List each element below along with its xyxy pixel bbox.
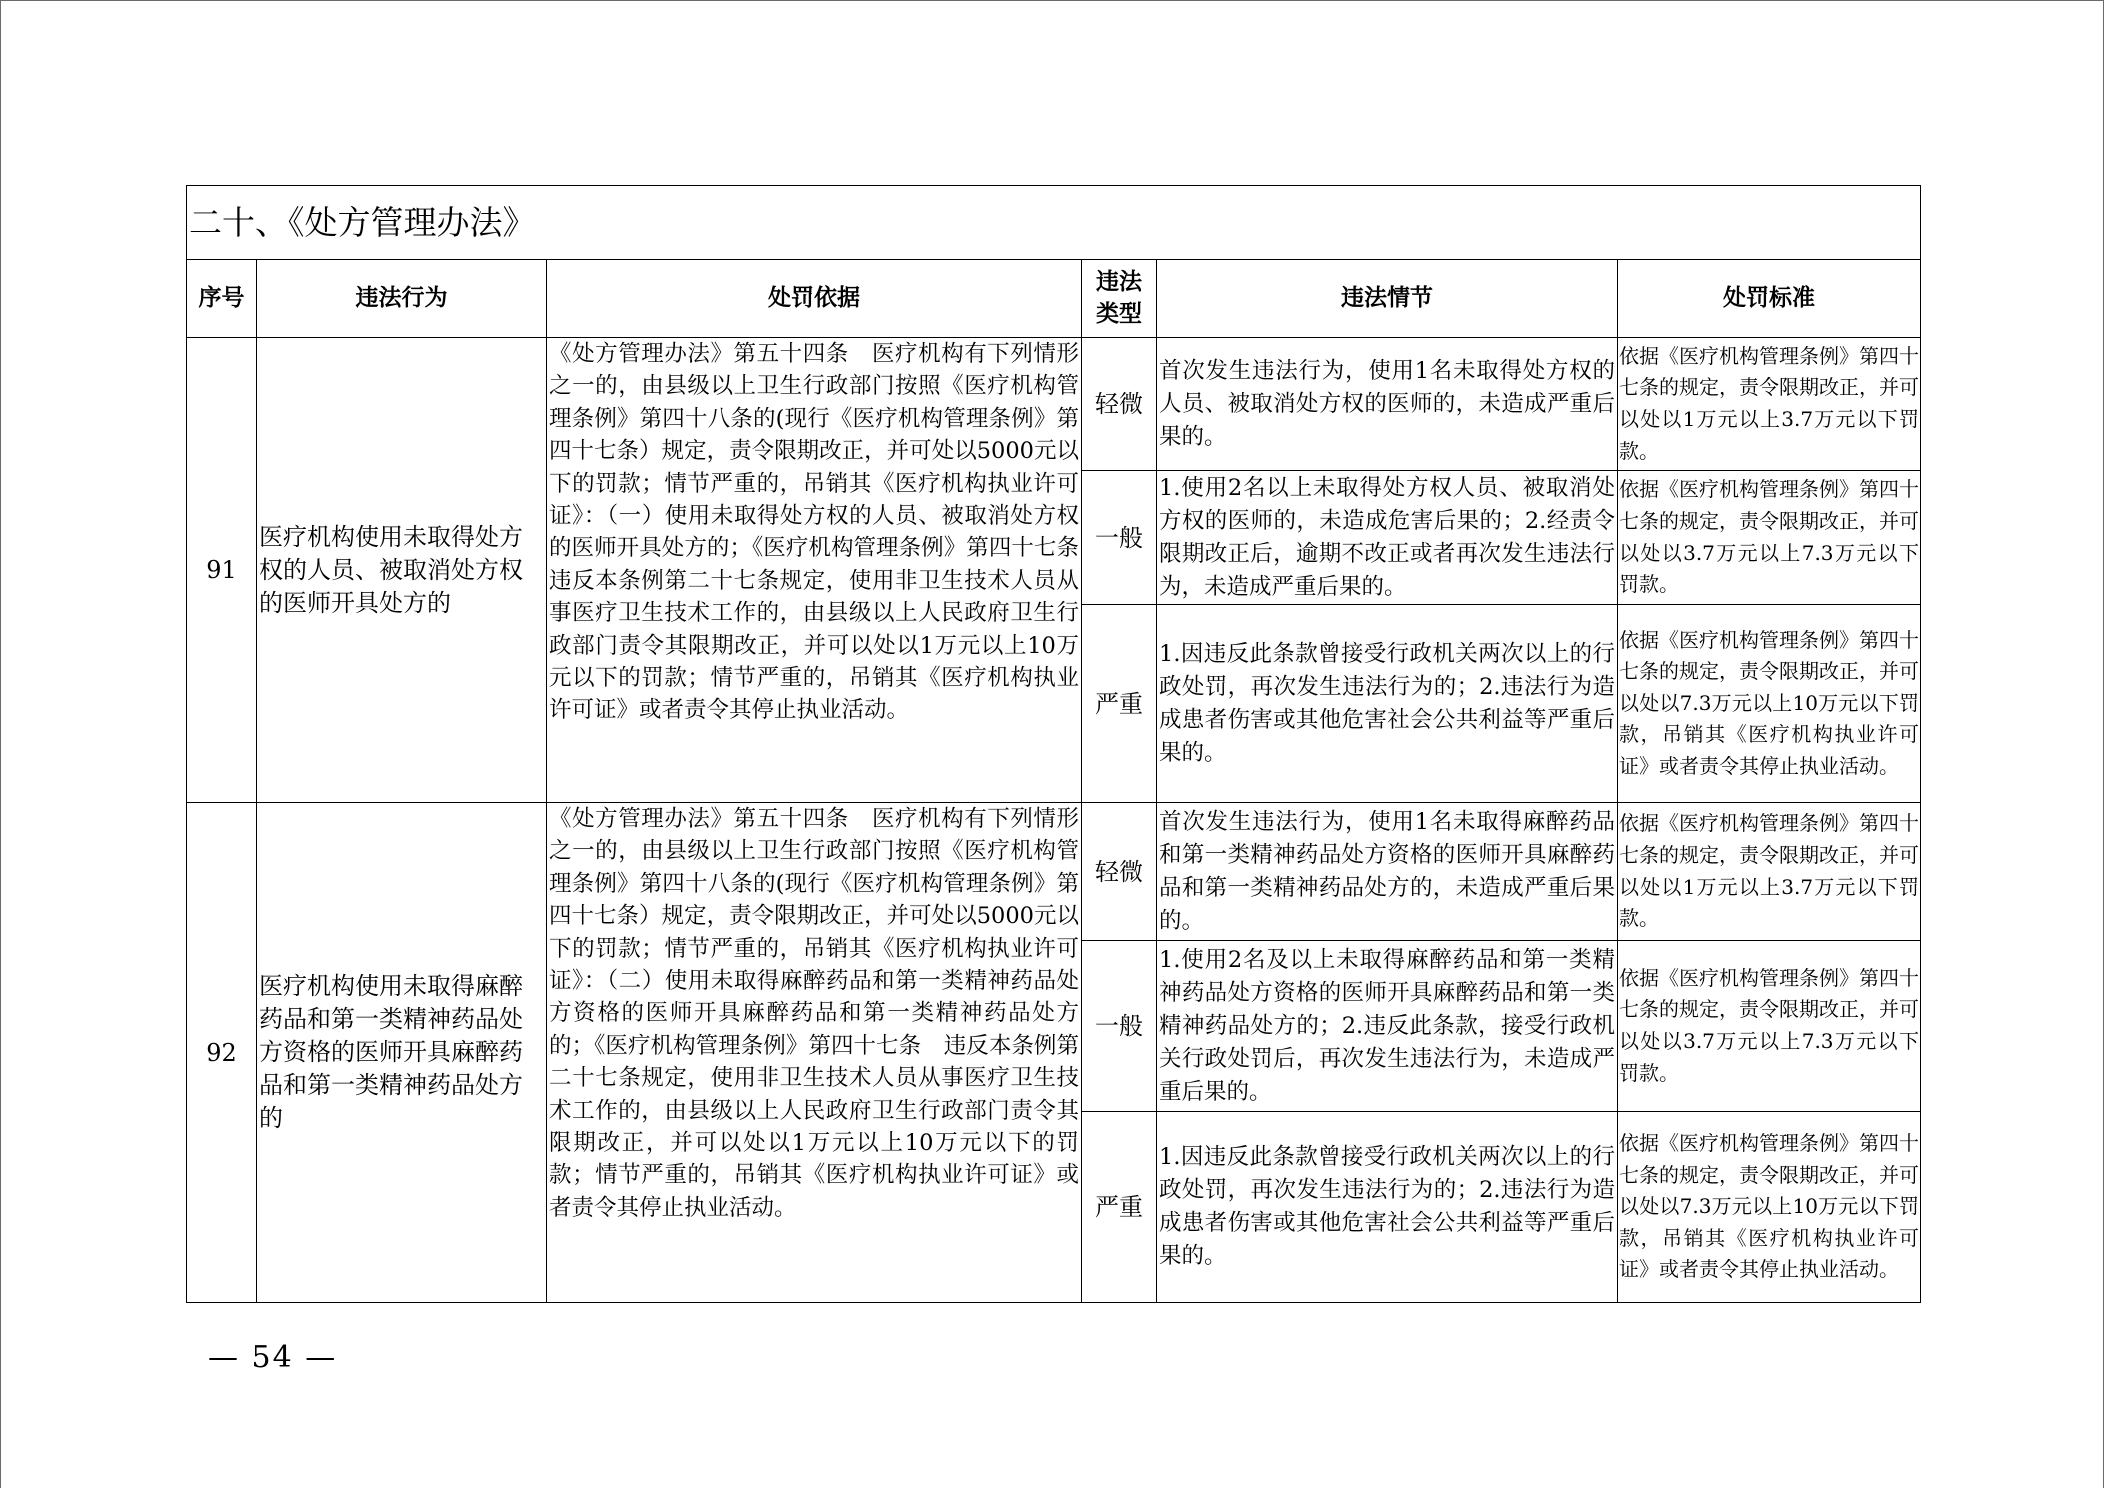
penalty-basis: 《处方管理办法》第五十四条 医疗机构有下列情形之一的，由县级以上卫生行政部门按照《医疗机构管理条例》第四十八条的(现行《医疗机构管理条例》第四十七条）规定，责令限期改正，并可处以5000元以下的罚款；情节严重的，吊销其《医疗机构执业许可证》：（一）使用未取得处方权的人员、被取消处方权的医师开具处方的；《医疗机构管理条例》第四十七条 违反本条例第二十七条规定，使用非卫生技术人员从事医疗卫生技术工作的，由县级以上人民政府卫生行政部门责令其限期改正，并可以处以1万元以上10万元以下的罚款；情节严重的，吊销其《医疗机构执业许可证》或者责令其停止执业活动。	[547, 338, 1082, 803]
violation-circumstance: 首次发生违法行为，使用1名未取得麻醉药品和第一类精神药品处方资格的医师开具麻醉药品和第一类精神药品处方的，未造成严重后果的。	[1157, 803, 1618, 941]
violation-type: 严重	[1082, 605, 1157, 803]
penalty-standard: 依据《医疗机构管理条例》第四十七条的规定，责令限期改正，并可以处以1万元以上3.7万元以下罚款。	[1618, 338, 1921, 471]
violation-circumstance: 1.因违反此条款曾接受行政机关两次以上的行政处罚，再次发生违法行为的；2.违法行为造成患者伤害或其他危害社会公共利益等严重后果的。	[1157, 605, 1618, 803]
section-title: 二十、《处方管理办法》	[187, 186, 1921, 260]
row-number: 91	[187, 338, 257, 803]
violation-act: 医疗机构使用未取得处方权的人员、被取消处方权的医师开具处方的	[257, 338, 547, 803]
penalty-standard: 依据《医疗机构管理条例》第四十七条的规定，责令限期改正，并可以处以3.7万元以上7.3万元以下罚款。	[1618, 941, 1921, 1112]
penalty-standard: 依据《医疗机构管理条例》第四十七条的规定，责令限期改正，并可以处以7.3万元以上10万元以下罚款，吊销其《医疗机构执业许可证》或者责令其停止执业活动。	[1618, 1112, 1921, 1303]
table-row	[187, 338, 1921, 471]
violation-circumstance: 1.因违反此条款曾接受行政机关两次以上的行政处罚，再次发生违法行为的；2.违法行为造成患者伤害或其他危害社会公共利益等严重后果的。	[1157, 1112, 1618, 1303]
violation-circumstance: 首次发生违法行为，使用1名未取得处方权的人员、被取消处方权的医师的，未造成严重后果的。	[1157, 338, 1618, 471]
page-number: — 54 —	[208, 1340, 338, 1375]
header-circumstance: 违法情节	[1157, 260, 1618, 338]
penalty-standard: 依据《医疗机构管理条例》第四十七条的规定，责令限期改正，并可以处以3.7万元以上7.3万元以下罚款。	[1618, 471, 1921, 605]
header-basis: 处罚依据	[547, 260, 1082, 338]
violation-type: 一般	[1082, 941, 1157, 1112]
table-row	[187, 803, 1921, 941]
row-number: 92	[187, 803, 257, 1303]
header-no: 序号	[187, 260, 257, 338]
header-act: 违法行为	[257, 260, 547, 338]
header-standard: 处罚标准	[1618, 260, 1921, 338]
header-type: 违法类型	[1082, 260, 1157, 338]
violation-circumstance: 1.使用2名及以上未取得麻醉药品和第一类精神药品处方资格的医师开具麻醉药品和第一类精神药品处方的；2.违反此条款，接受行政机关行政处罚后，再次发生违法行为，未造成严重后果的。	[1157, 941, 1618, 1112]
penalty-table	[186, 185, 1921, 1303]
penalty-standard: 依据《医疗机构管理条例》第四十七条的规定，责令限期改正，并可以处以7.3万元以上10万元以下罚款，吊销其《医疗机构执业许可证》或者责令其停止执业活动。	[1618, 605, 1921, 803]
violation-circumstance: 1.使用2名以上未取得处方权人员、被取消处方权的医师的，未造成危害后果的；2.经责令限期改正后，逾期不改正或者再次发生违法行为，未造成严重后果的。	[1157, 471, 1618, 605]
violation-type: 一般	[1082, 471, 1157, 605]
penalty-basis: 《处方管理办法》第五十四条 医疗机构有下列情形之一的，由县级以上卫生行政部门按照《医疗机构管理条例》第四十八条的(现行《医疗机构管理条例》第四十七条）规定，责令限期改正，并可处以5000元以下的罚款；情节严重的，吊销其《医疗机构执业许可证》：（二）使用未取得麻醉药品和第一类精神药品处方资格的医师开具麻醉药品和第一类精神药品处方的；《医疗机构管理条例》第四十七条 违反本条例第二十七条规定，使用非卫生技术人员从事医疗卫生技术工作的，由县级以上人民政府卫生行政部门责令其限期改正，并可以处以1万元以上10万元以下的罚款；情节严重的，吊销其《医疗机构执业许可证》或者责令其停止执业活动。	[547, 803, 1082, 1303]
violation-act: 医疗机构使用未取得麻醉药品和第一类精神药品处方资格的医师开具麻醉药品和第一类精神药品处方的	[257, 803, 547, 1303]
violation-type: 严重	[1082, 1112, 1157, 1303]
penalty-standard: 依据《医疗机构管理条例》第四十七条的规定，责令限期改正，并可以处以1万元以上3.7万元以下罚款。	[1618, 803, 1921, 941]
violation-type: 轻微	[1082, 338, 1157, 471]
header-row	[187, 260, 1921, 338]
violation-type: 轻微	[1082, 803, 1157, 941]
section-title-row	[187, 186, 1921, 260]
